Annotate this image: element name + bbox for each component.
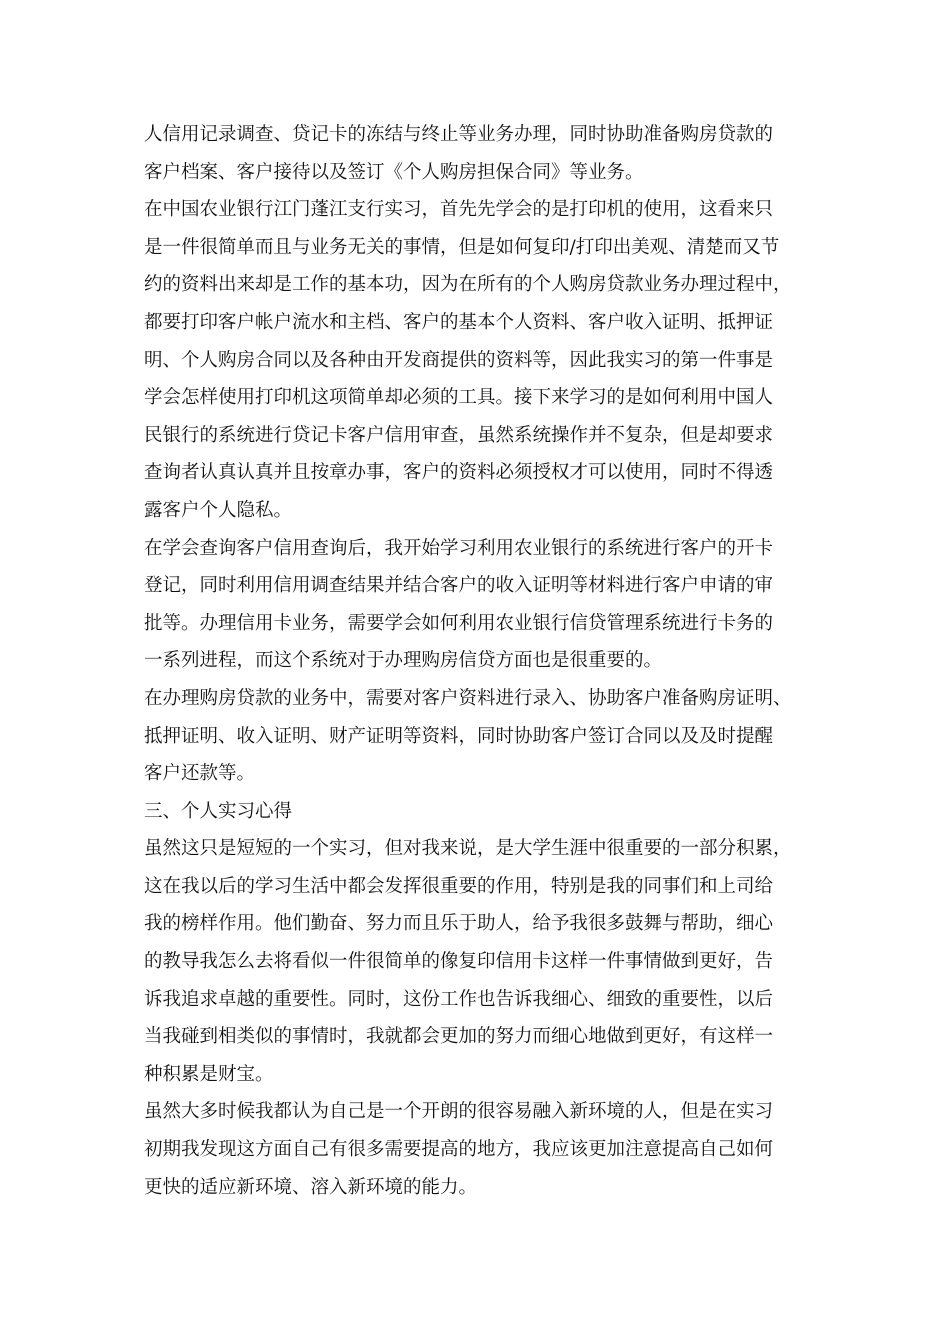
text-line: 更快的适应新环境、溶入新环境的能力。 (144, 1176, 478, 1198)
text-line: 我的榜样作用。他们勤奋、努力而且乐于助人，给予我很多鼓舞与帮助，细心 (144, 913, 774, 935)
text-line: 约的资料出来却是工作的基本功，因为在所有的个人购房贷款业务办理过程中， (144, 274, 792, 296)
text-line: 露客户个人隐私。 (144, 499, 293, 521)
text-line: 虽然这只是短短的一个实习，但对我来说，是大学生涯中很重要的一部分积累， (144, 838, 792, 860)
text-line: 客户还款等。 (144, 763, 256, 785)
text-line: 明、个人购房合同以及各种由开发商提供的资料等，因此我实习的第一件事是 (144, 349, 774, 371)
text-line: 的教导我怎么去将看似一件很简单的像复印信用卡这样一件事情做到更好，告 (144, 951, 774, 973)
text-line: 虽然大多时候我都认为自己是一个开朗的很容易融入新环境的人，但是在实习 (144, 1101, 774, 1123)
text-line: 客户档案、客户接待以及签订《个人购房担保合同》等业务。 (144, 161, 644, 183)
text-line: 一系列进程，而这个系统对于办理购房信贷方面也是很重要的。 (144, 650, 663, 672)
text-line: 在中国农业银行江门蓬江支行实习，首先先学会的是打印机的使用，这看来只 (144, 199, 774, 221)
document-body (144, 116, 814, 1206)
text-line: 诉我追求卓越的重要性。同时，这份工作也告诉我细心、细致的重要性，以后 (144, 988, 774, 1010)
text-line: 种积累是财宝。 (144, 1063, 274, 1085)
text-line: 查询者认真认真并且按章办事，客户的资料必须授权才可以使用，同时不得透 (144, 462, 774, 484)
text-line: 在办理购房贷款的业务中，需要对客户资料进行录入、协助客户准备购房证明、 (144, 687, 792, 709)
text-line: 在学会查询客户信用查询后，我开始学习利用农业银行的系统进行客户的开卡 (144, 537, 774, 559)
text-line: 初期我发现这方面自己有很多需要提高的地方，我应该更加注意提高自己如何 (144, 1139, 774, 1161)
text-line: 都要打印客户帐户流水和主档、客户的基本个人资料、客户收入证明、抵押证 (144, 311, 774, 333)
text-line: 学会怎样使用打印机这项简单却必须的工具。接下来学习的是如何利用中国人 (144, 387, 774, 409)
text-line: 民银行的系统进行贷记卡客户信用审查，虽然系统操作并不复杂，但是却要求 (144, 424, 774, 446)
text-line: 是一件很简单而且与业务无关的事情，但是如何复印/打印出美观、清楚而又节 (144, 236, 780, 258)
text-line: 抵押证明、收入证明、财产证明等资料，同时协助客户签订合同以及及时提醒 (144, 725, 774, 747)
text-line: 当我碰到相类似的事情时，我就都会更加的努力而细心地做到更好，有这样一 (144, 1026, 774, 1048)
text-line: 登记，同时利用信用调查结果并结合客户的收入证明等材料进行客户申请的审 (144, 575, 774, 597)
text-line: 这在我以后的学习生活中都会发挥很重要的作用，特别是我的同事们和上司给 (144, 875, 774, 897)
text-line: 人信用记录调查、贷记卡的冻结与终止等业务办理，同时协助准备购房贷款的 (144, 124, 774, 145)
text-line: 批等。办理信用卡业务，需要学会如何利用农业银行信贷管理系统进行卡务的 (144, 612, 774, 634)
section-heading: 三、个人实习心得 (144, 800, 293, 822)
